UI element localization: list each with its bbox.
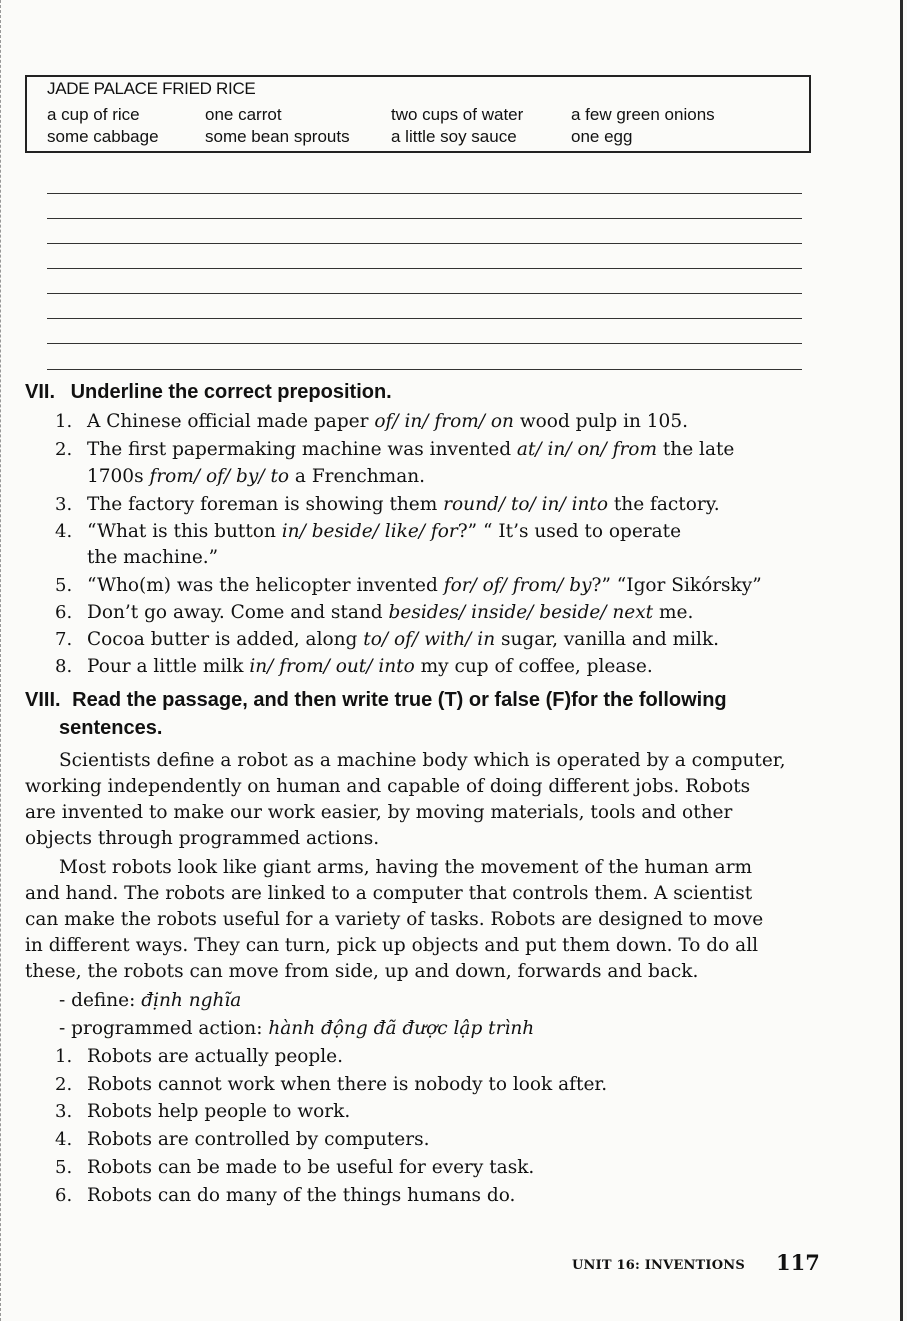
sentence-end: ?” “ It’s used to operate bbox=[457, 521, 682, 542]
ingredient: a little soy sauce bbox=[391, 127, 517, 146]
preposition-options[interactable]: from/ of/ by/ to bbox=[149, 466, 290, 487]
statement-text: Robots are actually people. bbox=[87, 1046, 344, 1067]
passage-line: Most robots look like giant arms, having the movement of the human arm bbox=[59, 857, 753, 878]
preposition-options[interactable]: for/ of/ from/ by bbox=[443, 575, 592, 596]
recipe-title: JADE PALACE FRIED RICE bbox=[47, 79, 256, 98]
glossary-term: - define: bbox=[59, 990, 142, 1011]
ingredient: two cups of water bbox=[391, 105, 524, 124]
preposition-options[interactable]: in/ beside/ like/ for bbox=[281, 521, 458, 542]
passage-line: can make the robots useful for a variety of tasks. Robots are designed to move bbox=[25, 909, 764, 930]
sentence-start: The factory foreman is showing them bbox=[87, 494, 444, 515]
page-number: 117 bbox=[776, 1250, 820, 1275]
footer-unit-label: UNIT 16: INVENTIONS bbox=[572, 1258, 745, 1273]
exercise-line bbox=[87, 575, 762, 596]
passage-line: objects through programmed actions. bbox=[25, 828, 380, 849]
exercise-line bbox=[87, 629, 719, 650]
sentence-end: a Frenchman. bbox=[289, 466, 426, 487]
sentence-end: wood pulp in 105. bbox=[513, 411, 688, 432]
section-title: Underline the correct preposition. bbox=[70, 381, 392, 403]
ingredient: a few green onions bbox=[571, 105, 715, 124]
exercise-line bbox=[87, 494, 720, 515]
glossary-item bbox=[59, 990, 241, 1011]
statement-text: Robots can do many of the things humans do. bbox=[87, 1185, 516, 1206]
glossary-meaning: định nghĩa bbox=[141, 990, 242, 1011]
item-number: 6. bbox=[55, 602, 73, 623]
sentence-start: A Chinese official made paper bbox=[87, 411, 375, 432]
preposition-options[interactable]: in/ from/ out/ into bbox=[249, 656, 415, 677]
exercise-line bbox=[87, 439, 734, 460]
sentence-start: The first papermaking machine was invented bbox=[87, 439, 517, 460]
passage-line: Scientists define a robot as a machine body which is operated by a computer, bbox=[59, 750, 786, 771]
statement-number: 2. bbox=[55, 1074, 73, 1095]
statement-number: 6. bbox=[55, 1185, 73, 1206]
section-viii-heading-cont: sentences. bbox=[59, 717, 163, 739]
preposition-options[interactable]: round/ to/ in/ into bbox=[443, 494, 608, 515]
sentence-end: ?” “Igor Sikórsky” bbox=[591, 575, 762, 596]
ingredient: one egg bbox=[571, 127, 633, 146]
sentence-end: sugar, vanilla and milk. bbox=[495, 629, 720, 650]
passage-line: are invented to make our work easier, by moving materials, tools and other bbox=[25, 802, 733, 823]
item-number: 4. bbox=[55, 521, 73, 542]
preposition-options[interactable]: besides/ inside/ beside/ next bbox=[388, 602, 654, 623]
sentence-start: Don’t go away. Come and stand bbox=[87, 602, 389, 623]
statement-text: Robots help people to work. bbox=[87, 1101, 351, 1122]
answer-line[interactable] bbox=[47, 243, 802, 244]
exercise-line bbox=[87, 466, 425, 487]
recipe-box bbox=[25, 75, 811, 153]
sentence-end: my cup of coffee, please. bbox=[414, 656, 653, 677]
answer-line[interactable] bbox=[47, 293, 802, 294]
section-vii-heading bbox=[25, 381, 392, 404]
sentence-end: the factory. bbox=[607, 494, 720, 515]
sentence-start: Pour a little milk bbox=[87, 656, 250, 677]
statement-number: 3. bbox=[55, 1101, 73, 1122]
glossary-meaning: hành động đã được lập trình bbox=[268, 1018, 535, 1039]
item-number: 8. bbox=[55, 656, 73, 677]
exercise-line bbox=[87, 547, 218, 568]
preposition-options[interactable]: of/ in/ from/ on bbox=[374, 411, 514, 432]
item-number: 5. bbox=[55, 575, 73, 596]
statement-text: Robots cannot work when there is nobody to look after. bbox=[87, 1074, 608, 1095]
item-number: 1. bbox=[55, 411, 73, 432]
sentence-start: “Who(m) was the helicopter invented bbox=[87, 575, 444, 596]
passage-line: these, the robots can move from side, up and down, forwards and back. bbox=[25, 961, 699, 982]
passage-line: working independently on human and capable of doing different jobs. Robots bbox=[25, 776, 751, 797]
sentence-start: “What is this button bbox=[87, 521, 282, 542]
item-number: 3. bbox=[55, 494, 73, 515]
statement-number: 4. bbox=[55, 1129, 73, 1150]
answer-line[interactable] bbox=[47, 268, 802, 269]
item-number: 2. bbox=[55, 439, 73, 460]
ingredient: a cup of rice bbox=[47, 105, 140, 124]
answer-line[interactable] bbox=[47, 343, 802, 344]
sentence-start: the machine.” bbox=[87, 547, 219, 568]
answer-line[interactable] bbox=[47, 193, 802, 194]
answer-line[interactable] bbox=[47, 318, 802, 319]
sentence-start: 1700s bbox=[87, 466, 150, 487]
preposition-options[interactable]: to/ of/ with/ in bbox=[363, 629, 496, 650]
ingredient: some cabbage bbox=[47, 127, 159, 146]
sentence-end: me. bbox=[653, 602, 694, 623]
ingredient: some bean sprouts bbox=[205, 127, 350, 146]
section-viii-heading bbox=[25, 689, 727, 712]
glossary-term: - programmed action: bbox=[59, 1018, 269, 1039]
statement-text: Robots are controlled by computers. bbox=[87, 1129, 430, 1150]
sentence-start: Cocoa butter is added, along bbox=[87, 629, 364, 650]
page-left-edge bbox=[0, 0, 2, 1321]
sentence-end: the late bbox=[656, 439, 735, 460]
item-number: 7. bbox=[55, 629, 73, 650]
answer-line[interactable] bbox=[47, 218, 802, 219]
passage-line: in different ways. They can turn, pick up objects and put them down. To do all bbox=[25, 935, 759, 956]
exercise-line bbox=[87, 656, 653, 677]
exercise-line bbox=[87, 602, 693, 623]
statement-number: 1. bbox=[55, 1046, 73, 1067]
section-title: Read the passage, and then write true (T) or false (F)for the following bbox=[72, 689, 727, 711]
statement-number: 5. bbox=[55, 1157, 73, 1178]
exercise-line bbox=[87, 521, 681, 542]
preposition-options[interactable]: at/ in/ on/ from bbox=[516, 439, 657, 460]
section-numeral: VII. bbox=[25, 381, 56, 403]
glossary-item bbox=[59, 1018, 534, 1039]
page-binding-edge bbox=[900, 0, 903, 1321]
statement-text: Robots can be made to be useful for every task. bbox=[87, 1157, 535, 1178]
passage-line: and hand. The robots are linked to a computer that controls them. A scientist bbox=[25, 883, 753, 904]
answer-line[interactable] bbox=[47, 369, 802, 370]
section-numeral: VIII. bbox=[25, 689, 61, 711]
ingredient: one carrot bbox=[205, 105, 282, 124]
exercise-line bbox=[87, 411, 688, 432]
